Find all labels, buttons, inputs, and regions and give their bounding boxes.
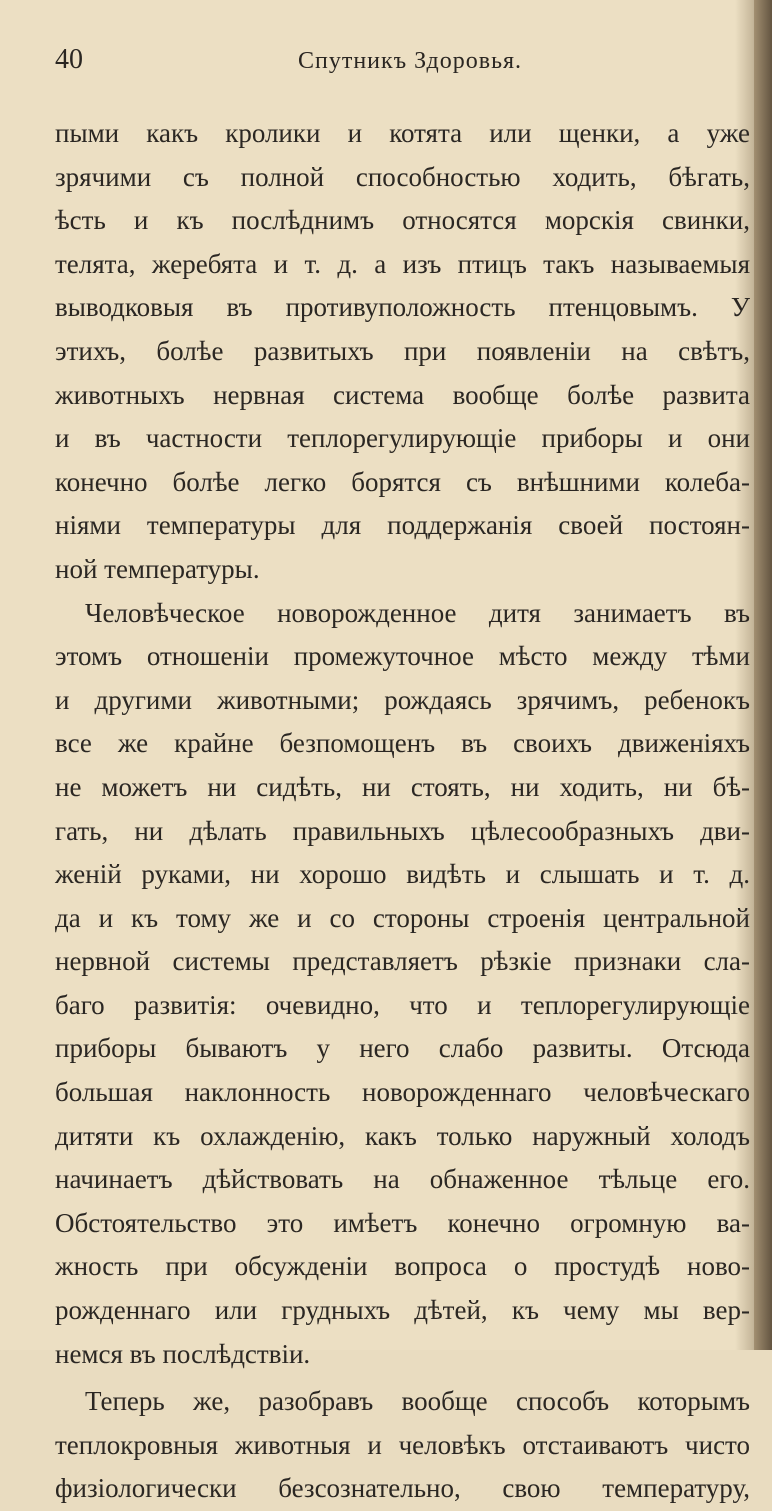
text-line: большая наклонность новорожденнаго человѣческаго	[55, 1077, 750, 1108]
body-text	[55, 112, 750, 1511]
text-line: да и къ тому же и со стороны строенія центральной	[55, 902, 750, 933]
text-line: ѣсть и къ послѣднимъ относятся морскія свинки,	[55, 205, 750, 236]
page-number: 40	[55, 44, 83, 75]
text-line: Обстоятельство это имѣетъ конечно огромную ва-	[55, 1207, 750, 1238]
text-line: дитяти къ охлажденію, какъ только наружный холодъ	[55, 1120, 750, 1151]
text-line: Теперь же, разобравъ вообще способъ которымъ	[85, 1386, 750, 1417]
text-line: этихъ, болѣе развитыхъ при появленіи на свѣтъ,	[55, 335, 750, 366]
text-line: нервной системы представляетъ рѣзкіе признаки сла-	[55, 946, 750, 977]
text-line: ніями температуры для поддержанія своей постоян-	[55, 510, 750, 541]
page-header	[0, 44, 772, 84]
text-line: телята, жеребята и т. д. а изъ птицъ такъ называемыя	[55, 248, 750, 279]
paragraph	[55, 1380, 750, 1511]
paragraph	[55, 592, 750, 1377]
text-line: начинаетъ дѣйствовать на обнаженное тѣльце его.	[55, 1164, 750, 1195]
text-line: приборы бываютъ у него слабо развиты. Отсюда	[55, 1033, 750, 1064]
text-line: зрячими съ полной способностью ходить, бѣгать,	[55, 161, 750, 192]
running-title: Спутникъ Здоровья.	[298, 48, 523, 74]
text-line: теплокровныя животныя и человѣкъ отстаиваютъ чисто	[55, 1429, 750, 1460]
text-line: гать, ни дѣлать правильныхъ цѣлесообразныхъ дви-	[55, 815, 750, 846]
text-line: рожденнаго или грудныхъ дѣтей, къ чему мы вер-	[55, 1295, 750, 1326]
text-line: и другими животными; рождаясь зрячимъ, ребенокъ	[55, 684, 750, 715]
text-line: Человѣческое новорожденное дитя занимаетъ въ	[85, 597, 750, 628]
text-line: животныхъ нервная система вообще болѣе развита	[55, 379, 750, 410]
text-line: конечно болѣе легко борятся съ внѣшними колеба-	[55, 466, 750, 497]
text-line: баго развитія: очевидно, что и теплорегулирующіе	[55, 989, 750, 1020]
text-line: жность при обсужденіи вопроса о простудѣ ново-	[55, 1251, 750, 1282]
book-spine-shadow	[754, 0, 772, 1350]
text-line: этомъ отношеніи промежуточное мѣсто между тѣми	[55, 641, 750, 672]
text-line: все же крайне безпомощенъ въ своихъ движеніяхъ	[55, 728, 750, 759]
text-line: и въ частности теплорегулирующіе приборы и они	[55, 423, 750, 454]
paragraph	[55, 112, 750, 592]
text-line: женій руками, ни хорошо видѣть и слышать и т. д.	[55, 859, 750, 890]
text-line: ной температуры.	[55, 553, 260, 584]
text-line: не можетъ ни сидѣть, ни стоять, ни ходить, ни бѣ-	[55, 771, 750, 802]
text-line: немся въ послѣдствіи.	[55, 1338, 311, 1369]
text-line: физіологически безсознательно, свою температуру,	[55, 1473, 750, 1504]
text-line: выводковыя въ противуположность птенцовымъ. У	[55, 292, 750, 323]
text-line: пыми какъ кролики и котята или щенки, а уже	[55, 118, 750, 148]
